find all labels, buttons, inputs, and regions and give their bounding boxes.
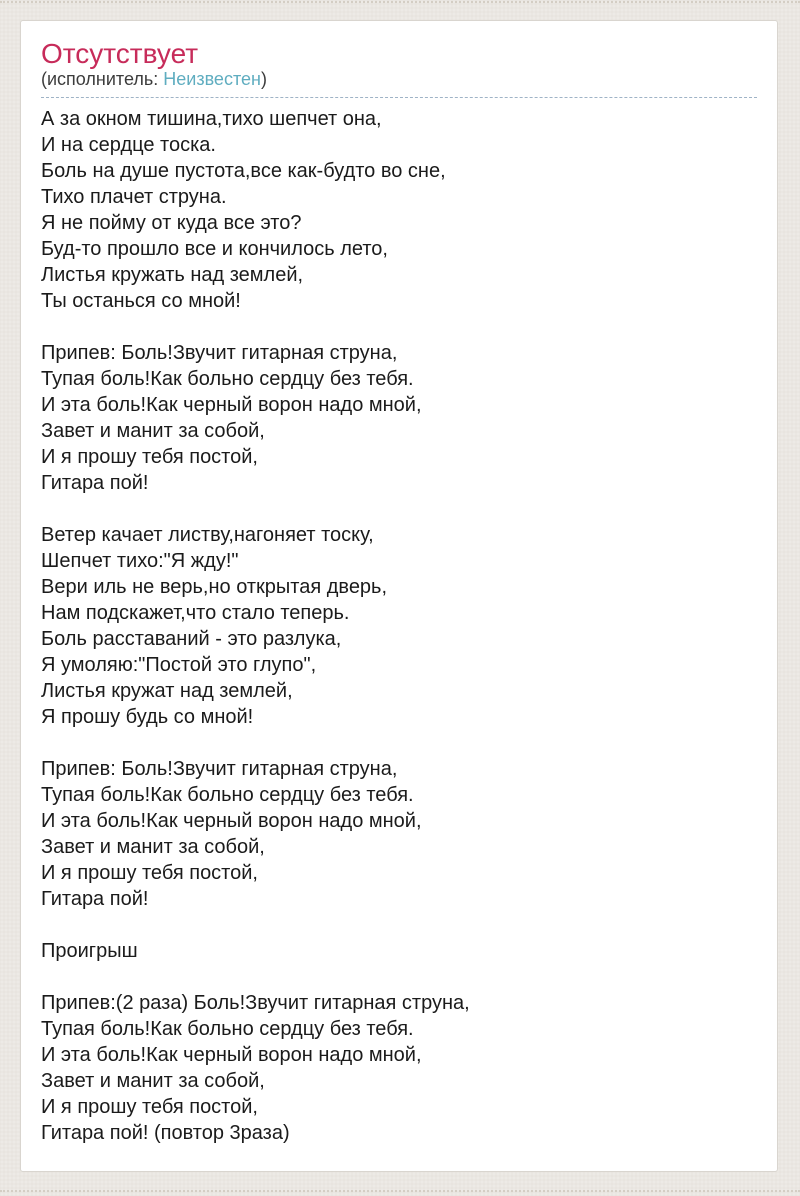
lyric-line: Ветер качает листву,нагоняет тоску, [41,524,374,546]
lyric-line: Тупая боль!Как больно сердцу без тебя. [41,1018,414,1040]
lyric-line: Гитара пой! [41,888,149,910]
artist-prefix: (исполнитель: [41,69,164,89]
lyric-line: Боль расставаний - это разлука, [41,628,342,650]
lyric-line: Тихо плачет струна. [41,186,227,208]
lyric-line: Тупая боль!Как больно сердцу без тебя. [41,368,414,390]
stanza [41,522,757,730]
lyric-line: Завет и манит за собой, [41,1070,265,1092]
artist-suffix: ) [260,69,267,89]
lyrics [41,98,757,1146]
lyric-line: Припев: Боль!Звучит гитарная струна, [41,758,398,780]
lyric-line: И эта боль!Как черный ворон надо мной, [41,810,422,832]
song-title: Отсутствует [41,38,199,69]
lyric-line: Листья кружат над землей, [41,680,293,702]
stanza [41,756,757,912]
lyric-line: Завет и манит за собой, [41,420,265,442]
artist-link[interactable]: Неизвестен [163,69,261,89]
lyric-line: И эта боль!Как черный ворон надо мной, [41,394,422,416]
lyric-line: Я не пойму от куда все это? [41,212,302,234]
lyric-line: Завет и манит за собой, [41,836,265,858]
artist-line [41,69,757,90]
lyric-line: И эта боль!Как черный ворон надо мной, [41,1044,422,1066]
lyric-line: И я прошу тебя постой, [41,1096,258,1118]
lyric-line: А за окном тишина,тихо шепчет она, [41,108,382,130]
lyric-line: Буд-то прошло все и кончилось лето, [41,238,388,260]
lyric-line: И на сердце тоска. [41,134,216,156]
lyric-line: Нам подскажет,что стало теперь. [41,602,350,624]
texture-dots-top [0,1,800,3]
stanza [41,340,757,496]
lyric-line: Припев: Боль!Звучит гитарная струна, [41,342,398,364]
lyric-line: Тупая боль!Как больно сердцу без тебя. [41,784,414,806]
song-header [41,39,757,98]
lyric-line: Я прошу будь со мной! [41,706,254,728]
stanza [41,990,757,1146]
lyric-line: Припев:(2 раза) Боль!Звучит гитарная струна, [41,992,470,1014]
lyric-line: Шепчет тихо:"Я жду!" [41,550,239,572]
lyric-line: И я прошу тебя постой, [41,446,258,468]
lyrics-card [20,20,778,1172]
lyric-line: Боль на душе пустота,все как-будто во сне, [41,160,446,182]
lyric-line: Гитара пой! (повтор 3раза) [41,1122,290,1144]
lyric-line: Листья кружать над землей, [41,264,304,286]
stanza [41,106,757,314]
lyric-line: Я умоляю:"Постой это глупо", [41,654,317,676]
texture-dots-bottom [0,1190,800,1192]
lyric-line: Вери иль не верь,но открытая дверь, [41,576,388,598]
lyric-line: Гитара пой! [41,472,149,494]
lyric-line: Ты останься со мной! [41,290,241,312]
lyric-line: И я прошу тебя постой, [41,862,258,884]
stanza [41,938,757,964]
lyric-line: Проигрыш [41,940,138,962]
